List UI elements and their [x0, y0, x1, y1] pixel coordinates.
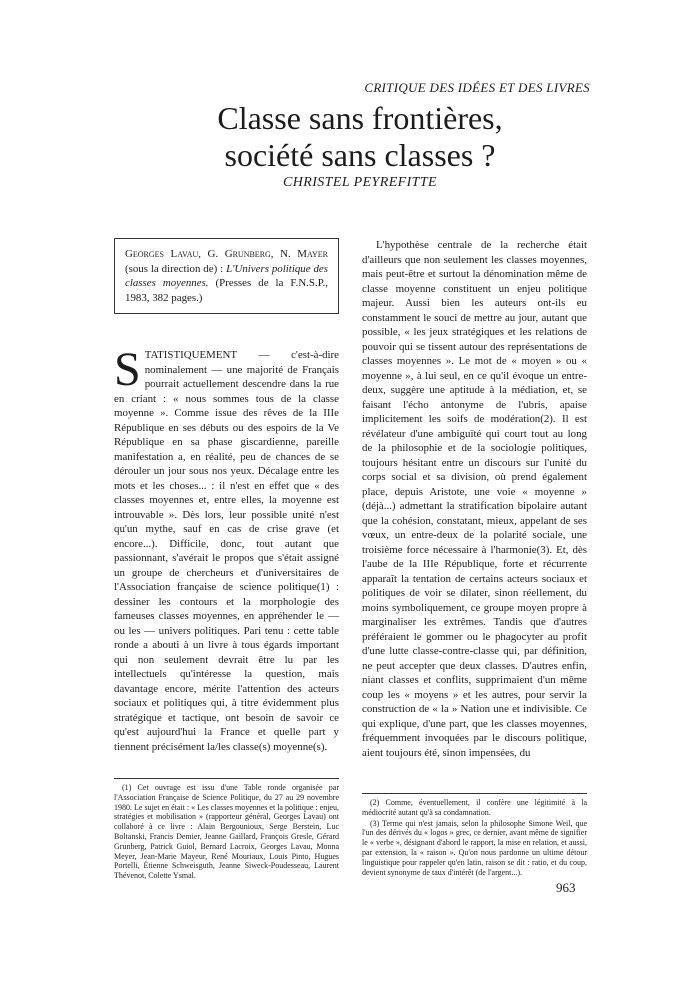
book-publisher: (Presses de la F.N.S.P., 1983, 382 pages.) [125, 277, 328, 304]
drop-cap: S [114, 343, 141, 396]
left-paragraph-text: — c'est-à-dire nominalement — une majorité de Français pourrait actuellement descendre dans la rue en criant : « nous sommes tous de la classe moyenne ». Comme issue des rêves de la IIIe République en ses débuts ou des espoirs de la Ve République en sa phase giscardienne, pareille manifestation a, en réalité, peu de chances de se dérouler un jour sous nos yeux. Décalage entre les mots et les choses... : il n'est en effet que « des classes moyennes et, entre elles, la moyenne est introuvable ». Dès lors, leur possible unité n'est qu'un mythe, sauf en cas de crise grave (et encore...). Difficile, donc, tout autant que passionnant, s'avérait le propos que s'était assigné un groupe de chercheurs et d'universitaires de l'Association française de science politique(1) : dessiner les contours et la morphologie des fameuses classes moyennes, en appréhender le — ou les — univers politiques. Pari tenu : cette table ronde a abouti à un livre à tous égards important qui non seulement devrait être lu par les intellectuels qu'intéresse la question, mais davantage encore, mérite l'attention des acteurs sociaux et politiques qui, à titre évidemment plus stratégique et tactique, ont besoin de savoir ce qu'est aujourd'hui la France et quelle part y tiennent précisément la/les classe(s) moyenne(s). [114, 349, 339, 753]
page-number: 963 [556, 880, 576, 895]
right-paragraph: L'hypothèse centrale de la recherche était d'ailleurs que non seulement les classes moyennes, mais peut-être et surtout la dénomination même de classe moyenne constituent un enjeu politique majeur. Aussi bien les auteurs ont-ils eu constamment le souci de mettre au jour, autant que possible, « les jeux stratégiques et les relations de pouvoir qui se tissent autour des représentations de classes moyennes ». Le mot de « moyen » ou « moyenne », à lui seul, en ce qu'il évoque un entre-deux, suggère une aptitude à la médiation, et, se faisant l'écho antonyme de l'ubris, apaise implicitement les soifs de modération(2). Il est révélateur d'une ambiguïté qui court tout au long de la philosophie et de la sociologie politiques, toujours hésitant entre un discours sur l'unité du corps social et sa division, où prend également place, depuis Aristote, une voie « moyenne » (déjà...) admettant la stratification bipolaire autant que la cohésion, constatant, mieux, appelant de ses vœux, un entre-deux de la polarité sociale, une troisième force nécessaire à l'harmonie(3). Et, dès l'aube de la IIIe République, forte et récurrente apparaît la tentation de certains acteurs sociaux et politiques de voir se dilater, sinon réellement, du moins symboliquement, ce groupe moyen propre à marginaliser les extrêmes. Tandis que d'autres préféraient le gommer ou le phagocyter au profit d'une lutte classe-contre-classe qui, par définition, ne peut accepter que deux classes. D'autres enfin, niant classes et conflits, supprimaient d'un même coup les « moyens » et les autres, pour servir la construction de « la » Nation une et indivisible. Ce qui explique, d'une part, que les classes moyennes, fréquemment invoquées par le discours politique, aient toujours été, sinon impensées, du [362, 239, 587, 759]
title-line-1: Classe sans frontières, [217, 100, 503, 136]
book-authors: Georges Lavau, G. Grunberg, N. Mayer [125, 248, 328, 260]
footnote-2: (2) Comme, éventuellement, il confère une légitimité à la médiocrité autant qu'à sa condamnation. [362, 798, 587, 817]
right-column [362, 238, 587, 760]
section-header: CRITIQUE DES IDÉES ET DES LIVRES [364, 80, 590, 95]
opening-word: TATISTIQUEMENT [144, 349, 237, 361]
left-column [114, 238, 339, 754]
author-name: CHRISTEL PEYREFITTE [283, 175, 437, 190]
article-title [150, 100, 570, 174]
title-line-2: société sans classes ? [224, 137, 496, 173]
footnote-3: (3) Terme qui n'est jamais, selon la philosophe Simone Weil, que l'un des dérivés du « logos » grec, ce dernier, avant même de signifier le « verbe », désignant d'abord le rapport, la mise en relation, et aussi, par extension, la « raison ». Qu'on nous pardonne un ultime détour linguistique pour rappeler qu'en latin, raison se dit : ratio, et du coup, devient synonyme de taux d'intérêt (de l'argent...). [362, 818, 587, 877]
book-title: L'Univers politique des classes moyennes. [125, 262, 329, 289]
book-editors-note: (sous la direction de) : [125, 262, 227, 275]
footnotes-right [362, 793, 587, 878]
book-reference-box [114, 238, 339, 314]
left-paragraph [114, 343, 339, 754]
footnotes-left [114, 778, 339, 882]
footnote-1: (1) Cet ouvrage est issu d'une Table ronde organisée par l'Association Française de Science Politique, du 27 au 29 novembre 1980. Le sujet en était : « Les classes moyennes et la politique : enjeu, stratégies et mobilisation » (rapporteur général, Georges Lavau) ont collaboré à ce livre : Alain Bergounioux, Serge Berstein, Luc Boltanski, Francis Demier, Jeanne Gaillard, François Gresle, Gérard Grunberg, Patrick Guiol, Bernard Lacroix, Georges Lavau, Monna Meyer, Jean-Marie Mayeur, René Mouriaux, Louis Pinto, Hugues Portelli, Étienne Schweisguth, Jeanne Siweck-Poudesseau, Laurent Thévenot, Colette Ysmal. [114, 783, 339, 881]
